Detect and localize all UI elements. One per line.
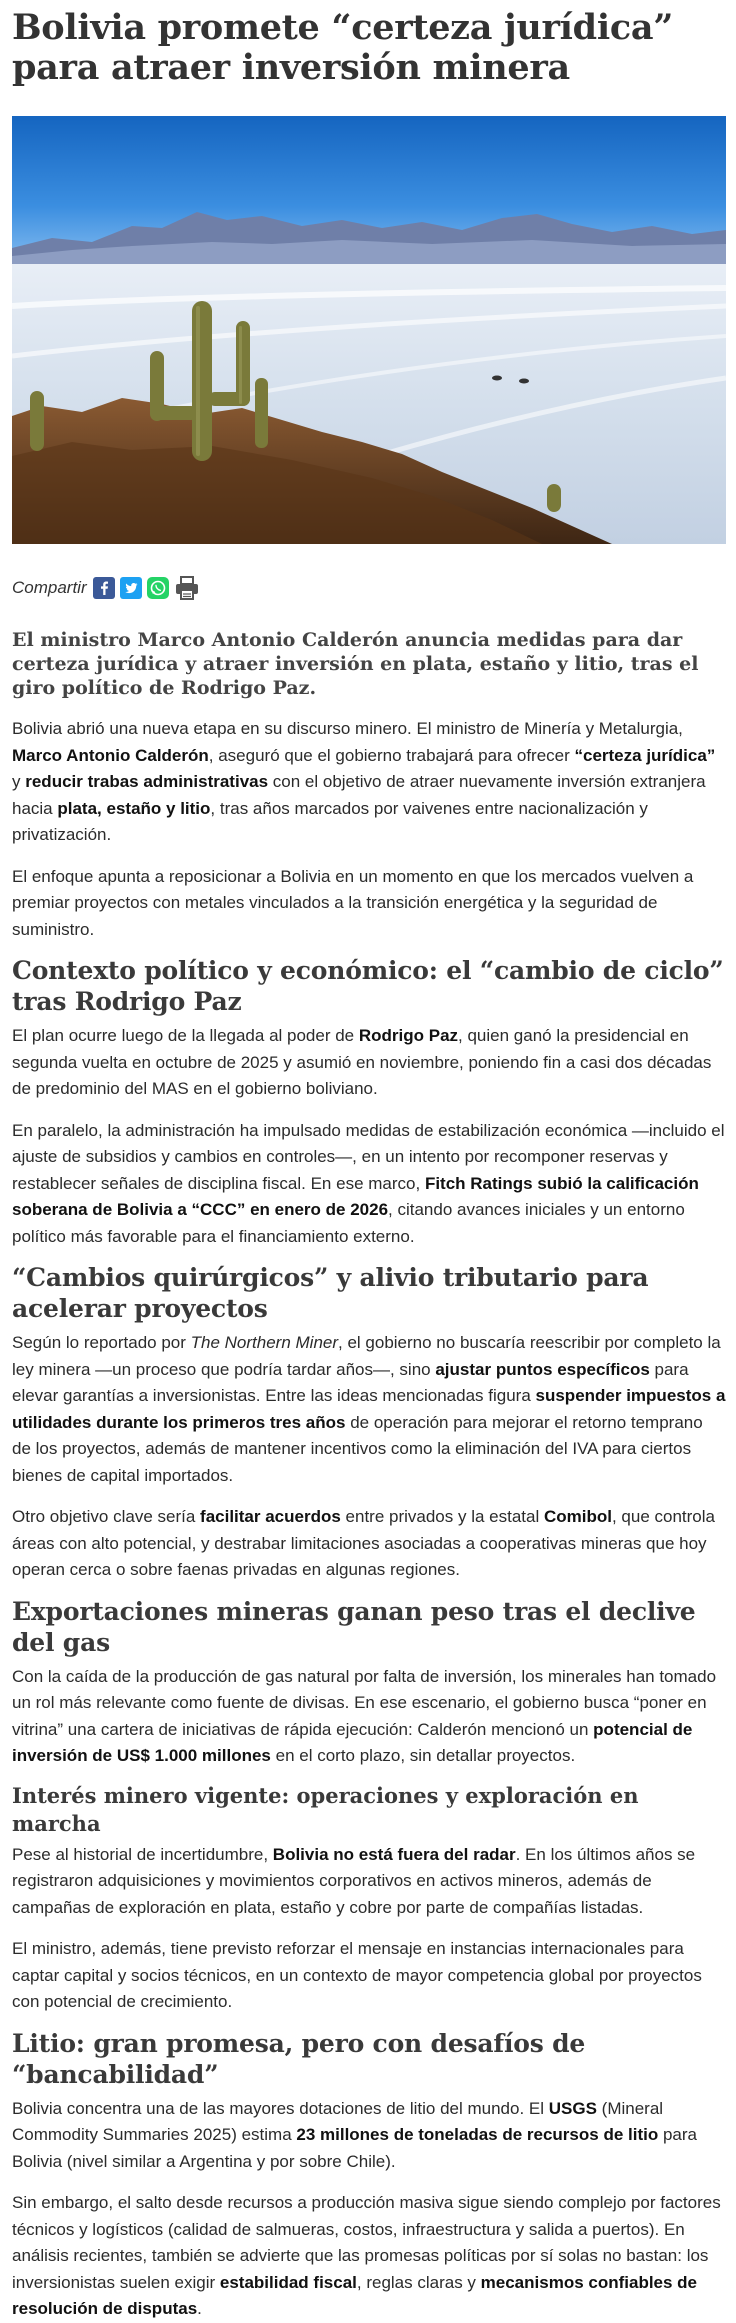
whatsapp-icon[interactable] xyxy=(147,577,169,599)
section-heading-interes: Interés minero vigente: operaciones y exploración en marcha xyxy=(12,1782,639,1836)
intro-paragraph-2: El enfoque apunta a reposicionar a Bolivia en un momento en que los mercados vuelven a premiar proyectos con metales vinculados a la transición energética y la seguridad de suministro. xyxy=(12,866,694,939)
share-bar xyxy=(12,574,726,602)
facebook-icon[interactable] xyxy=(93,577,115,599)
section-heading-cambios: “Cambios quirúrgicos” y alivio tributario para acelerar proyectos xyxy=(12,1263,649,1323)
section2-paragraph-2: Otro objetivo clave sería facilitar acuerdos entre privados y la estatal Comibol, que controla áreas con alto potencial, y destrabar limitaciones asociadas a cooperativas mineras que hoy operan cerca o sobre faenas privadas en algunas regiones. xyxy=(12,1507,715,1579)
section-heading-exportaciones: Exportaciones mineras ganan peso tras el declive del gas xyxy=(12,1596,696,1657)
twitter-icon[interactable] xyxy=(120,577,142,599)
article-lead: El ministro Marco Antonio Calderón anuncia medidas para dar certeza jurídica y atraer inversión en plata, estaño y litio, tras el giro político de Rodrigo Paz. xyxy=(12,629,699,699)
article xyxy=(12,8,726,2323)
section3-paragraph-1: Con la caída de la producción de gas natural por falta de inversión, los minerales han tomado un rol más relevante como fuente de divisas. En ese escenario, el gobierno busca “poner en vitrina” una cartera de iniciativas de rápida ejecución: Calderón mencionó un potencial de inversión de US$ 1.000 millones en el corto plazo, sin detallar proyectos. xyxy=(12,1666,717,1765)
section1-paragraph-1: El plan ocurre luego de la llegada al poder de Rodrigo Paz, quien ganó la presidencial en segunda vuelta en octubre de 2025 y asumió en noviembre, poniendo fin a casi dos décadas de predominio del MAS en el gobierno boliviano. xyxy=(12,1026,712,1098)
section2-paragraph-1: Según lo reportado por The Northern Miner, el gobierno no buscaría reescribir por completo la ley minera —un proceso que podría tardar años—, sino ajustar puntos específicos para elevar garantías a inversionistas. Entre las ideas mencionadas figura suspender impuestos a utilidades durante los primeros tres años de operación para mejorar el retorno temprano de los proyectos, además de mantener incentivos como la eliminación del IVA para ciertos bienes de capital importados. xyxy=(12,1333,726,1485)
section4-paragraph-2: El ministro, además, tiene previsto reforzar el mensaje en instancias internacionales para captar capital y socios técnicos, en un contexto de mayor competencia global por proyectos con potencial de crecimiento. xyxy=(12,1939,702,2011)
print-icon[interactable] xyxy=(174,575,200,601)
article-title: Bolivia promete “certeza jurídica” para atraer inversión minera xyxy=(12,7,674,88)
share-label: Compartir xyxy=(12,578,87,597)
section-heading-litio: Litio: gran promesa, pero con desafíos de “bancabilidad” xyxy=(12,2028,586,2089)
section1-paragraph-2: En paralelo, la administración ha impulsado medidas de estabilización económica —incluido el ajuste de subsidios y cambios en controles—, en un intento por recomponer reservas y restablecer señales de disciplina fiscal. En ese marco, Fitch Ratings subió la calificación soberana de Bolivia a “CCC” en enero de 2026, citando avances iniciales y un entorno político más favorable para el financiamiento externo. xyxy=(12,1120,725,1246)
section5-paragraph-2: Sin embargo, el salto desde recursos a producción masiva sigue siendo complejo por factores técnicos y logísticos (calidad de salmueras, costos, infraestructura y salida a puertos). En análisis recientes, también se advierte que las promesas políticas por sí solas no bastan: los inversionistas suelen exigir estabilidad fiscal, reglas claras y mecanismos confiables de resolución de disputas. xyxy=(12,2193,721,2318)
intro-paragraph-1: Bolivia abrió una nueva etapa en su discurso minero. El ministro de Minería y Metalurgia, Marco Antonio Calderón, aseguró que el gobierno trabajará para ofrecer “certeza jurídica” y reducir trabas administrativas con el objetivo de atraer nuevamente inversión extranjera hacia plata, estaño y litio, tras años marcados por vaivenes entre nacionalización y privatización. xyxy=(12,719,716,844)
section5-paragraph-1: Bolivia concentra una de las mayores dotaciones de litio del mundo. El USGS (Mineral Commodity Summaries 2025) estima 23 millones de toneladas de recursos de litio para Bolivia (nivel similar a Argentina y por sobre Chile). xyxy=(12,2098,697,2171)
section4-paragraph-1: Pese al historial de incertidumbre, Bolivia no está fuera del radar. En los últimos años se registraron adquisiciones y movimientos corporativos en activos mineros, además de campañas de exploración en plata, estaño y cobre por parte de compañías listadas. xyxy=(12,1844,696,1917)
hero-image-salt-flat-cactus xyxy=(12,116,726,544)
section-heading-contexto: Contexto político y económico: el “cambio de ciclo” tras Rodrigo Paz xyxy=(12,956,724,1016)
